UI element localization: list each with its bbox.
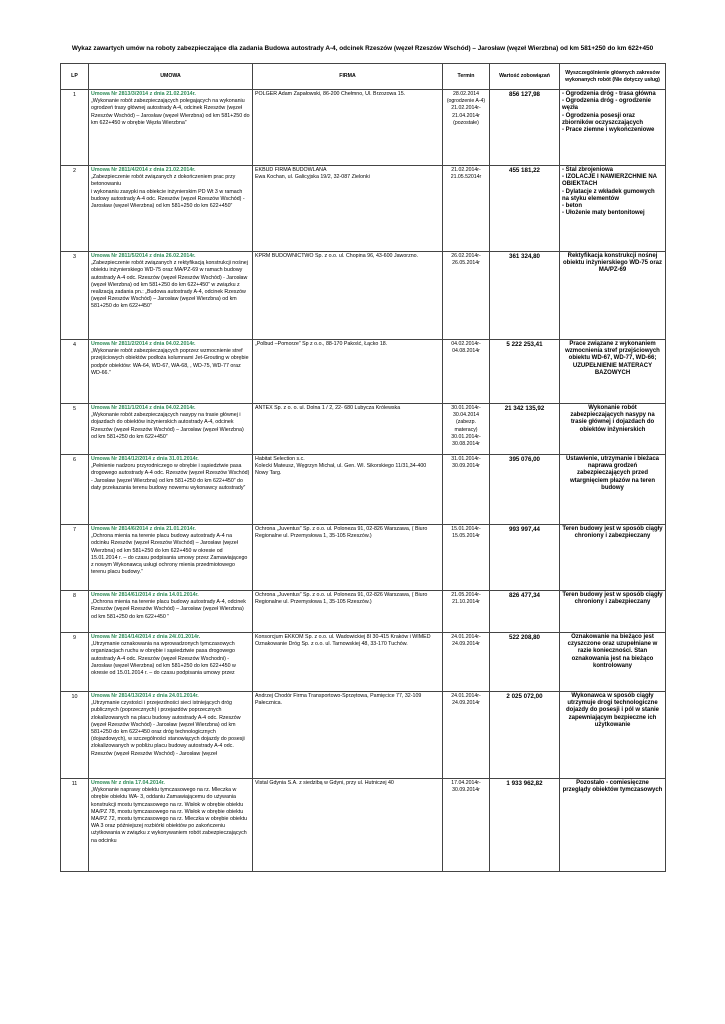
contract-reference: Umowa Nr 2811/4/2014 z dnia 21.02.2014r. [91,167,196,173]
work-scope: Wykonanie robót zabezpieczających nasypy na trasie głównej i dojazdach do obiektów inżynierskich [570,405,655,433]
cell-zakres [560,404,666,455]
cell-firma [253,340,443,404]
cell-lp [61,692,89,779]
contract-term: 21.05.2014r- 21.10.2014r [451,592,481,606]
cell-zakres [560,252,666,340]
work-scope: - Stal zbrojeniowa - IZOLACJE I NAWIERZCHNIE NA OBIEKTACH - Dylatacje z wkładek gumowych na styku elementów - beton - Ułożenie maty bentonitowej [562,167,657,217]
contract-value: 993 997,44 [509,526,540,533]
table-row [61,525,666,591]
cell-wartosc [490,404,560,455]
table-row [61,633,666,692]
contract-value: 856 127,98 [509,91,540,98]
contract-reference: Umowa Nr 2814/6/2014 z dnia 21.01.2014r. [91,526,196,532]
cell-termin [443,779,490,872]
cell-lp [61,455,89,525]
contract-value: 21 342 135,92 [504,405,545,412]
contract-reference: Umowa Nr 2811/1/2014 z dnia 04.02.2014r. [91,405,196,411]
cell-lp [61,779,89,872]
row-number: 4 [73,342,76,348]
contract-value: 1 933 962,82 [506,780,543,787]
cell-lp [61,525,89,591]
work-scope: Teren budowy jest w sposób ciągły chroniony i zabezpieczany [562,526,663,540]
contract-reference: Umowa Nr 2811/5/2014 z dnia 26.02.2014r. [91,253,196,259]
cell-lp [61,252,89,340]
contract-description: „Zabezpieczenie robót związanych z dokończeniem prac przy betonowaniu i wykonaniu zasypki na obiekcie inżynierskim PD Wt 3 w ramach budowy autostrady A-4 odc. Rzeszów (węzeł Rzeszów Wschód) - Jarosław (węzeł Wierzbna) od km 581+250 do km 622+450” [91,174,245,210]
contract-reference: Umowa Nr 2814/61/2014 z dnia 14.01.2014r. [91,592,199,598]
row-number: 10 [71,694,78,700]
cell-lp [61,404,89,455]
cell-firma [253,692,443,779]
contract-value: 522 208,80 [509,634,540,641]
header-firma: FIRMA [253,64,443,90]
contract-value: 361 324,80 [509,253,540,260]
cell-zakres [560,525,666,591]
contract-value: 2 025 072,00 [506,693,543,700]
work-scope: Teren budowy jest w sposób ciągły chroniony i zabezpieczany [562,592,663,606]
table-header-row [61,64,666,90]
cell-lp [61,166,89,252]
cell-wartosc [490,90,560,166]
cell-firma [253,525,443,591]
company-name: KPRM BUDOWNICTWO Sp. z o.o. ul. Chopina 96, 43-600 Jaworzno. [255,253,419,259]
cell-termin [443,692,490,779]
header-lp: LP [61,64,89,90]
company-name: Habitat Selection s.c. Kolecki Mateusz, Węgrzyn Michał, ul. Gen. WI. Sikorskiego 11/31,34-400 Nowy Targ. [255,456,427,477]
work-scope: Prace związane z wykonaniem wzmocnienia stref przejściowych obiektu WD-67, WD-77, WD-66; UZUPEŁNIENIE MATERACY BAZOWYCH [565,341,660,376]
contract-value: 455 181,22 [509,167,540,174]
company-name: Konsorcjum EKKOM Sp. z o.o. ul. Wadowickiej 8I 30-415 Kraków i WIMED Oznakowanie Dróg Sp. z o.o. ul. Tarnowskiej 48, 33-170 Tuchów. [255,634,431,648]
cell-termin [443,525,490,591]
cell-umowa [89,340,253,404]
cell-zakres [560,340,666,404]
cell-umowa [89,525,253,591]
cell-umowa [89,591,253,633]
cell-umowa [89,252,253,340]
work-scope: - Ogrodzenia dróg - trasa główna - Ogrodzenia dróg - ogrodzenie węzła - Ogrodzenia posesji oraz zbiorników oczyszczających - Prace ziemne i wykończeniowe [562,91,656,134]
contract-term: 30.01.2014r- 30.04.2014 (zabezp. materacy) 30.01.2014r- 30.08.2014r [451,405,481,448]
cell-wartosc [490,692,560,779]
contract-description: „Wykonanie robót zabezpieczających nasypy na trasie głównej i dojazdach do obiektów inżynierskich autostrady A-4, odcinek Rzeszów (węzeł Rzeszów Wschód) – Jarosław (węzeł Wierzbna) od km 581+250 do km 622+450” [91,412,244,440]
row-number: 7 [73,527,76,533]
cell-wartosc [490,455,560,525]
contract-value: 826 477,34 [509,592,540,599]
company-name: Vistal Gdynia S.A. z siedzibą w Gdyni, przy ul. Hutniczej 40 [255,780,394,786]
contract-term: 24.01.2014r- 24.09.2014r [451,693,481,707]
cell-zakres [560,90,666,166]
page-title: Wykaz zawartych umów na roboty zabezpieczające dla zadania Budowa autostrady A-4, odcinek Rzeszów (węzeł Rzeszów Wschód) – Jarosław (węzeł Wierzbna) od km 581+250 do km 622+450 [71,45,654,52]
row-number: 3 [73,254,76,260]
cell-wartosc [490,525,560,591]
cell-wartosc [490,166,560,252]
header-umowa: UMOWA [89,64,253,90]
cell-umowa [89,633,253,692]
work-scope: Wykonawca w sposób ciągły utrzymuje drogi technologiczne dojazdy do posesji i pól w stanie zapewniającym bezpieczne ich użytkowanie [565,693,659,728]
contract-term: 04.02.2014r- 04.08.2014r [451,341,481,355]
cell-termin [443,166,490,252]
contract-term: 17.04.2014r- 30.09.2014r [451,780,481,794]
contract-description: „Zabezpieczenie robót związanych z rektyfikacją konstrukcji nośnej obiektu inżynierskiego WD-75 oraz MA/PZ-69 w ramach budowy autostrady A-4 odc. Rzeszów (węzeł Rzeszów Wschód) - Jarosław (węzeł Wierzbna) od km 581+250 do km 622+450” w związku z realizacją zadania pn.: „Budowa autostrady A-4, odcinek Rzeszów (węzeł Rzeszów Wschód) – Jarosław (węzeł Wierzbna) od km 581+250 do km 622+450” [91,260,248,310]
contract-value: 395 076,00 [509,456,540,463]
cell-lp [61,591,89,633]
cell-termin [443,633,490,692]
cell-firma [253,779,443,872]
table-row [61,90,666,166]
row-number: 11 [71,781,78,787]
row-number: 9 [73,635,76,641]
cell-umowa [89,692,253,779]
table-row [61,252,666,340]
contract-term: 26.02.2014r- 26.05.2014r [451,253,481,267]
header-termin: Termin [443,64,490,90]
company-name: EKBUD FIRMA BUDOWLANA Ewa Kochan, ul. Galicyjska 19/2, 32-087 Zielonki [255,167,370,181]
contract-term: 28.02.2014 (ogrodzenie A-4) 21.02.2014r- 21.04.2014r (pozostałe) [446,91,486,126]
cell-zakres [560,166,666,252]
cell-termin [443,340,490,404]
contract-description: „Utrzymanie oznakowania na wprowadzonych tymczasowych organizacjach ruchu w obrębie i sąsiedztwie pasa drogowego autostrady A-4 odc. Rzeszów (węzeł Rzeszów Wschodni) - Jarosław (węzeł Wierzbna) od km 581+250 do km 622+450 w okresie od 15.01.2014 r. – do czasu podpisania umowy przez [91,641,236,677]
company-name: Andrzej Chodór Firma Transportowo-Sprzętowa, Pamięcice 77, 32-109 Pałecznica. [255,693,422,707]
cell-firma [253,455,443,525]
company-name: ANTEX Sp. z o. o. ul. Dolna 1 / 2, 22- 680 Lubycza Królewska [255,405,401,411]
cell-umowa [89,404,253,455]
cell-firma [253,633,443,692]
row-number: 1 [73,92,76,98]
cell-termin [443,90,490,166]
company-name: Ochrona „Juventus” Sp. z o.o. ul. Poloneza 91, 02-826 Warszawa, ( Biuro Regionalne ul. Przemysłowa 1, 35-105 Rzeszów.) [255,526,428,540]
cell-termin [443,252,490,340]
table-row [61,404,666,455]
cell-zakres [560,633,666,692]
cell-wartosc [490,779,560,872]
cell-wartosc [490,252,560,340]
contract-term: 21.02.2014r- 21.05.52014r [450,167,482,181]
table-row [61,455,666,525]
cell-zakres [560,692,666,779]
company-name: „Polbud –Pomorze” Sp z o.o., 88-170 Pakość, Łącko 18. [255,341,388,347]
contract-reference: Umowa Nr 2811/2/2014 z dnia 04.02.2014r. [91,341,196,347]
contract-reference: Umowa Nr 2814/13/2014 z dnia 24.01.2014r. [91,693,199,699]
cell-umowa [89,455,253,525]
contract-term: 15.01.2014r- 15.05.2014r [451,526,481,540]
contract-description: „Ochrona mienia na terenie placu budowy autostrady A-4, odcinek Rzeszów (węzeł Rzeszów Wschód) – Jarosław (węzeł Wierzbna) od km 581+250 do km 622+450 ” [91,599,246,620]
cell-firma [253,591,443,633]
header-wartosc: Wartość zobowiązań [490,64,560,90]
row-number: 6 [73,457,76,463]
cell-firma [253,252,443,340]
contract-reference: Umowa Nr z dnia 17.04.2014r. [91,780,165,786]
row-number: 2 [73,168,76,174]
contract-description: „Wykonanie naprawy obiektu tymczasowego na rz. Mleczka w obrębie obiektu WA- 3, oddaniu Zamawiającemu do używania konstrukcji mostu tymczasowego na rz. Wisłok w obrębie obiektu MA/PZ 78, mostu tymczasowego na rz. Wisłok w obrębie obiektu MA/PZ 72, mostu tymczasowego na rz. Mleczka w obrębie obiektu WA 3 oraz późniejszej rozbiórki obiektów po zakończeniu użytkowania w związku z wykonywaniem robót zabezpieczających na odcinku [91,787,248,844]
cell-termin [443,455,490,525]
cell-umowa [89,779,253,872]
work-scope: Ustawienie, utrzymanie i bieżaca naprawa grodzeń zabezpieczających przed wtargnięciem płazów na teren budowy [565,456,660,491]
cell-termin [443,591,490,633]
cell-firma [253,404,443,455]
cell-firma [253,90,443,166]
contract-description: „Ochrona mienia na terenie placu budowy autostrady A-4 na odcinku Rzeszów (węzeł Rzeszów Wschód) – Jarosław (węzeł Wierzbna) od km 581+250 do km 622+450 w okresie od 15.01.2014 r. – do czasu podpisania umowy przez Zamawiającego z nowym Wykonawcą usługi ochrony mienia przedmiotowego terenu placu budowy.” [91,533,248,576]
header-zakres: Wyszczególnienie głównych zakresów wykonanych robót (Nie dotyczy usług) [560,64,666,90]
cell-termin [443,404,490,455]
cell-lp [61,633,89,692]
table-body [61,90,666,872]
cell-wartosc [490,591,560,633]
table-row [61,340,666,404]
work-scope: Pozostało - comiesięczne przeglądy obiektów tymczasowych [562,780,663,794]
contract-description: „Utrzymanie czystości i przejezdności sieci istniejących dróg publicznych (poprzecznych) i przejazdów poprzecznych zlokalizowanych na placu budowy autostrady A-4 odc. Rzeszów (węzeł Rzeszów Wschód) - Jarosław (węzeł Wierzbna) od km 581+250 do km 622+450 oraz dróg technologicznych (dojazdowych), w szczególności stanowiących dojazdy do posesji zlokalizowanych w pobliżu placu budowy autostrady A-4 odc. Rzeszów (węzeł Rzeszów Wschód) - Jarosław (węzeł [91,700,245,757]
cell-umowa [89,90,253,166]
table-row [61,591,666,633]
row-number: 5 [73,406,76,412]
contract-description: „Pełnienie nadzoru przyrodniczego w obrębie i sąsiedztwie pasa drogowego autostrady A-4 odc. Rzeszów (węzeł Rzeszów Wschód) - Jarosław (węzeł Wierzbna) od km 581+250 do km 622+450” do daty przekazania terenu budowy nowemu wykonawcy autostrady” [91,463,250,491]
table-row [61,692,666,779]
contract-description: „Wykonanie robót zabezpieczających polegających na wykonaniu ogrodzeń trasy głównej autostrady A-4, odcinek Rzeszów (węzeł Rzeszów Wschód) – Jarosław (węzeł Wierzbna) od km 581+250 do km 622+450 w obrębie Węzła Wierzbna” [91,98,250,126]
contract-value: 5 222 253,41 [506,341,543,348]
company-name: POLGER Adam Zapałowski, 86-200 Chełmno, Ul. Brzozowa 15. [255,91,406,97]
work-scope: Rektyfikacja konstrukcji nośnej obiektu inżynierskiego WD-75 oraz MA/PZ-69 [562,253,663,274]
cell-zakres [560,779,666,872]
contract-reference: Umowa Nr 2814/12/2014 z dnia 31.01.2014r. [91,456,199,462]
table-row [61,166,666,252]
cell-firma [253,166,443,252]
company-name: Ochrona „Juventus” Sp. z o.o. ul. Poloneza 91, 02-826 Warszawa, ( Biuro Regionalne ul. Przemysłowa 1, 35-105 Rzeszów.) [255,592,428,606]
cell-zakres [560,591,666,633]
cell-umowa [89,166,253,252]
cell-wartosc [490,340,560,404]
contract-reference: Umowa Nr 2814/14/2014 z dnia 24/.01.2014r. [91,634,201,640]
cell-wartosc [490,633,560,692]
contract-description: „Wykonanie robót zabezpieczających poprzez wzmocnienie stref przejściowych obiektów podłoża kolumnami Jet-Grouting w obrębie podpór obiektów: WA-64, WD-67, WA-68, , WD-75, WD-77 oraz WD-66.” [91,348,249,376]
table-row [61,779,666,872]
contracts-table [60,63,666,872]
contract-term: 24.01.2014r- 24.09.2014r [451,634,481,648]
contract-reference: Umowa Nr 2813/3/2014 z dnia 21.02.2014r. [91,91,196,97]
row-number: 8 [73,593,76,599]
cell-lp [61,90,89,166]
work-scope: Oznakowanie na bieżąco jest czyszczone oraz uzupełniane w razie konieczności. Stan oznakowania jest na bieżąco kontrolowany [567,634,658,669]
contract-term: 31.01.2014r- 30.09.2014r [451,456,481,470]
cell-zakres [560,455,666,525]
cell-lp [61,340,89,404]
